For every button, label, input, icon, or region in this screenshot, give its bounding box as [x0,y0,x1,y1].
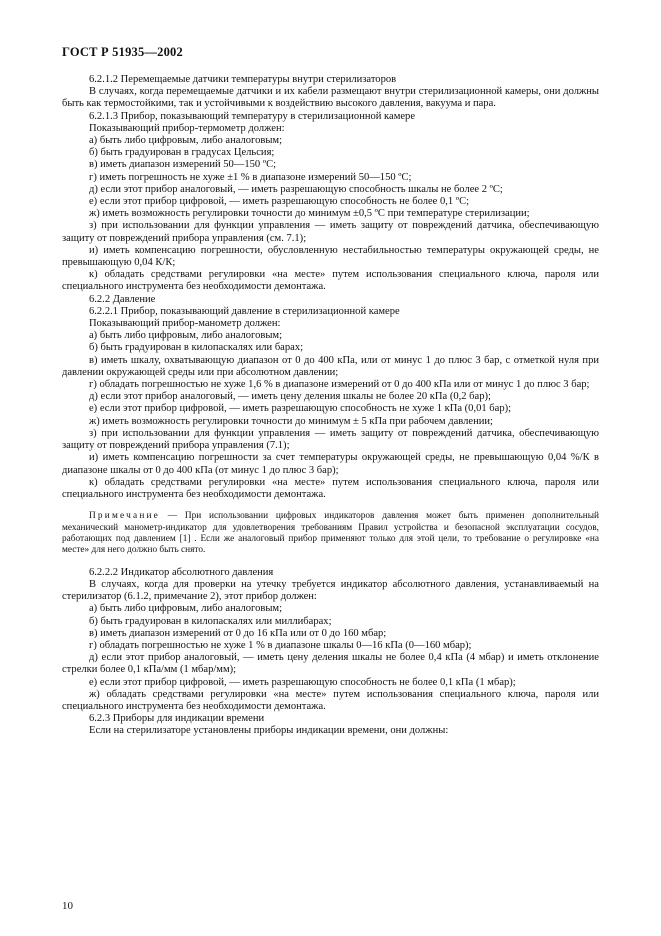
list-item: е) если этот прибор цифровой, — иметь разрешающую способность не более 0,1 кПа (1 мбар); [89,676,516,688]
paragraph: Показывающий прибор-термометр должен: [89,122,285,134]
page-number: 10 [62,900,73,912]
list-item: г) иметь погрешность не хуже ±1 % в диапазоне измерений 50—150 ºС; [89,171,412,183]
list-item: и) иметь компенсацию погрешности, обусловленную нестабильностью температуры окружающей среды, не превышающую 0,04 К/К; [62,244,599,269]
section-heading-6-2-3: 6.2.3 Приборы для индикации времени [89,713,265,725]
list-item: б) быть градуирован в килопаскалях или миллибарах; [89,615,332,627]
paragraph: В случаях, когда перемещаемые датчики и их кабели размещают внутри стерилизационной камеры, они должны быть как термостойкими, так и устойчивыми к воздействию высокого давления, вакуума и пара. [62,86,599,110]
list-item: к) обладать средствами регулировки «на месте» путем использования специального ключа, пароля или специального инструмента без необходимости демонтажа. [62,269,599,293]
list-item: е) если этот прибор цифровой, — иметь разрешающую способность не более 0,1 ºС; [89,196,470,208]
list-item: д) если этот прибор аналоговый, — иметь цену деления шкалы не более 20 кПа (0,2 бар); [89,391,491,403]
list-item: и) иметь компенсацию погрешности за счет температуры окружающей среды, не превышающую 0,04 %/К в диапазоне шкалы от 0 до 400 кПа (от минус 1 до плюс 3 бар); [62,452,599,476]
document-body [62,74,599,738]
paragraph: Если на стерилизаторе установлены приборы индикации времени, они должны: [89,725,449,737]
note-text: — При использовании цифровых индикаторов давления может быть применен дополнительный механический манометр-индикатор для удовлетворения требованиям Правил устройства и безопасной эксплуатации сосудов, работающих под давлением [1] . Если же аналоговый прибор применяют только для этой цели, то требование о регулировке «на месте» для него должно быть снято. [62,511,599,556]
list-item: ж) обладать средствами регулировки «на месте» путем использования специального ключа, пароля или специального инструмента без необходимости демонтажа. [62,688,599,712]
list-item: в) иметь диапазон измерений 50—150 ºС; [89,159,277,171]
list-item: г) обладать погрешностью не хуже 1,6 % в диапазоне измерений от 0 до 400 кПа или от минус 1 до плюс 3 бар; [89,379,590,391]
note-label: Примечание [89,511,160,522]
list-item: а) быть либо цифровым, либо аналоговым; [89,603,283,615]
list-item: б) быть градуирован в градусах Цельсия; [89,147,275,159]
list-item: а) быть либо цифровым, либо аналоговым; [89,135,283,147]
list-item: з) при использовании для функции управления — иметь защиту от повреждений датчика, обеспечивающую защиту от повреждений прибора управления (см. 7.1); [62,220,599,244]
note [62,511,599,557]
list-item: з) при использовании для функции управления — иметь защиту от повреждений датчика, обеспечивающую защиту от повреждений прибора управления (7.1); [62,427,599,452]
section-heading-6-2-2-2: 6.2.2.2 Индикатор абсолютного давления [89,566,274,578]
section-heading-6-2-1-2: 6.2.1.2 Перемещаемые датчики температуры внутри стерилизаторов [89,74,397,85]
list-item: а) быть либо цифровым, либо аналоговым; [89,330,283,342]
list-item: д) если этот прибор аналоговый, — иметь цену деления шкалы не более 0,4 кПа (4 мбар) и иметь отклонение стрелки более 0,1 кПа/мм (1 мбар/мм); [62,652,599,676]
section-heading-6-2-1-3: 6.2.1.3 Прибор, показывающий температуру в стерилизационной камере [89,110,416,122]
section-heading-6-2-2: 6.2.2 Давление [89,293,156,305]
list-item: б) быть градуирован в килопаскалях или барах; [89,342,304,354]
list-item: е) если этот прибор цифровой, — иметь разрешающую способность не хуже 1 кПа (0,01 бар); [89,403,512,415]
list-item: ж) иметь возможность регулировки точности до минимум ±0,5 ºС при температуре стерилизации; [89,208,530,220]
document-header: ГОСТ Р 51935—2002 [62,45,183,59]
list-item: в) иметь диапазон измерений от 0 до 16 кПа или от 0 до 160 мбар; [89,627,387,639]
list-item: в) иметь шкалу, охватывающую диапазон от 0 до 400 кПа, или от минус 1 до плюс 3 бар, с отметкой нуля при давлении окружающей среды или при абсолютном давлении; [62,354,599,378]
paragraph: В случаях, когда для проверки на утечку требуется индикатор абсолютного давления, устанавливаемый на стерилизатор (6.1.2, примечание 2), этот прибор должен: [62,578,599,603]
list-item: к) обладать средствами регулировки «на месте» путем использования специального ключа, пароля или специального инструмента без необходимости демонтажа. [62,476,599,500]
paragraph: Показывающий прибор-манометр должен: [89,318,281,330]
list-item: ж) иметь возможность регулировки точности до минимум ± 5 кПа при рабочем давлении; [89,415,493,427]
section-heading-6-2-2-1: 6.2.2.1 Прибор, показывающий давление в стерилизационной камере [89,305,400,317]
list-item: г) обладать погрешностью не хуже 1 % в диапазоне шкалы 0—16 кПа (0—160 мбар); [89,639,472,651]
list-item: д) если этот прибор аналоговый, — иметь разрешающую способность шкалы не более 2 ºС; [89,183,503,195]
